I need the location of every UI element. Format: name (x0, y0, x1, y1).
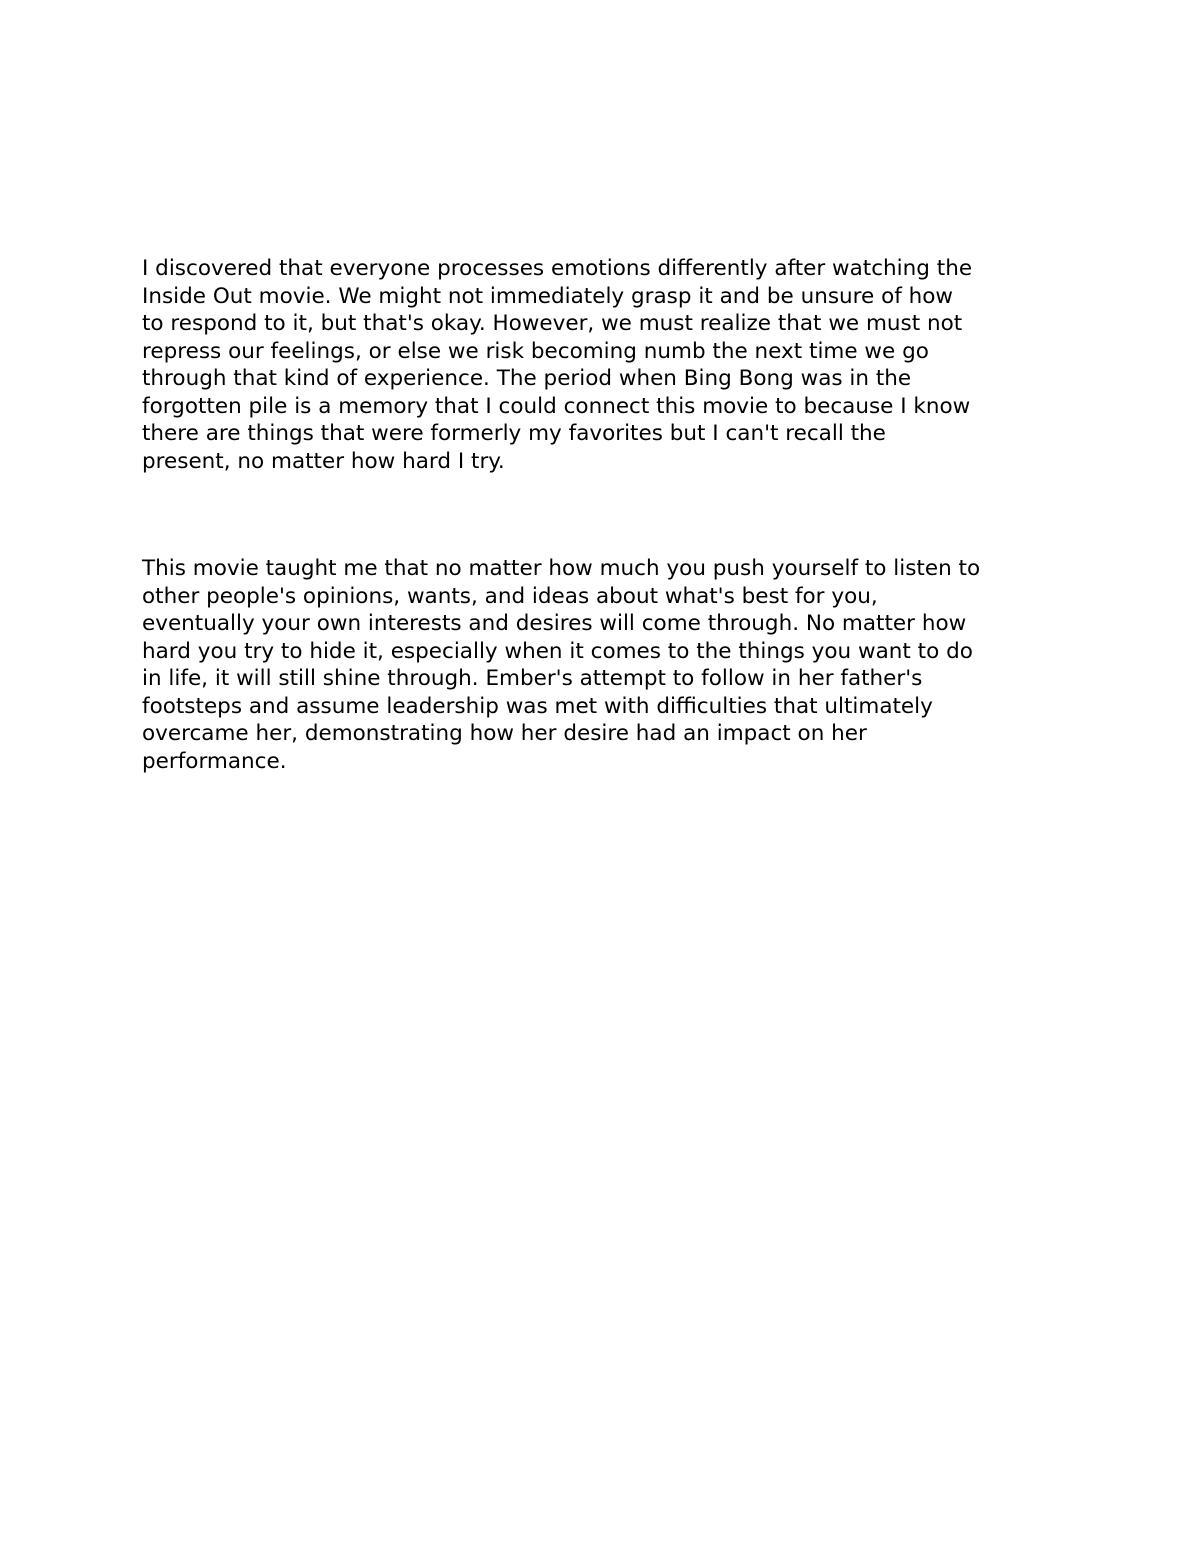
paragraph-line: through that kind of experience. The period when Bing Bong was in the (142, 366, 912, 391)
paragraph-inside-out (142, 255, 1082, 475)
paragraph-line: other people's opinions, wants, and ideas about what's best for you, (142, 583, 878, 609)
paragraph-line: Inside Out movie. We might not immediately grasp it and be unsure of how (142, 283, 953, 309)
paragraph-line: eventually your own interests and desires will come through. No matter how (142, 611, 967, 636)
paragraph-line: there are things that were formerly my favorites but I can't recall the (142, 421, 886, 446)
paragraph-line: forgotten pile is a memory that I could connect this movie to because I know (142, 393, 971, 419)
paragraph-line: present, no matter how hard I try. (142, 448, 505, 474)
paragraph-line: hard you try to hide it, especially when it comes to the things you want to do (142, 638, 973, 664)
paragraph-line: performance. (142, 748, 287, 774)
paragraph-line: in life, it will still shine through. Ember's attempt to follow in her father's (142, 666, 923, 691)
paragraph-line: overcame her, demonstrating how her desire had an impact on her (142, 721, 867, 746)
paragraph-line: repress our feelings, or else we risk becoming numb the next time we go (142, 338, 929, 364)
paragraph-line: to respond to it, but that's okay. However, we must realize that we must not (142, 311, 963, 336)
paragraph-ember (142, 555, 1082, 775)
paragraph-line: footsteps and assume leadership was met with difficulties that ultimately (142, 693, 933, 719)
paragraph-line: This movie taught me that no matter how much you push yourself to listen to (142, 556, 981, 581)
paragraph-line: I discovered that everyone processes emotions differently after watching the (142, 256, 973, 281)
